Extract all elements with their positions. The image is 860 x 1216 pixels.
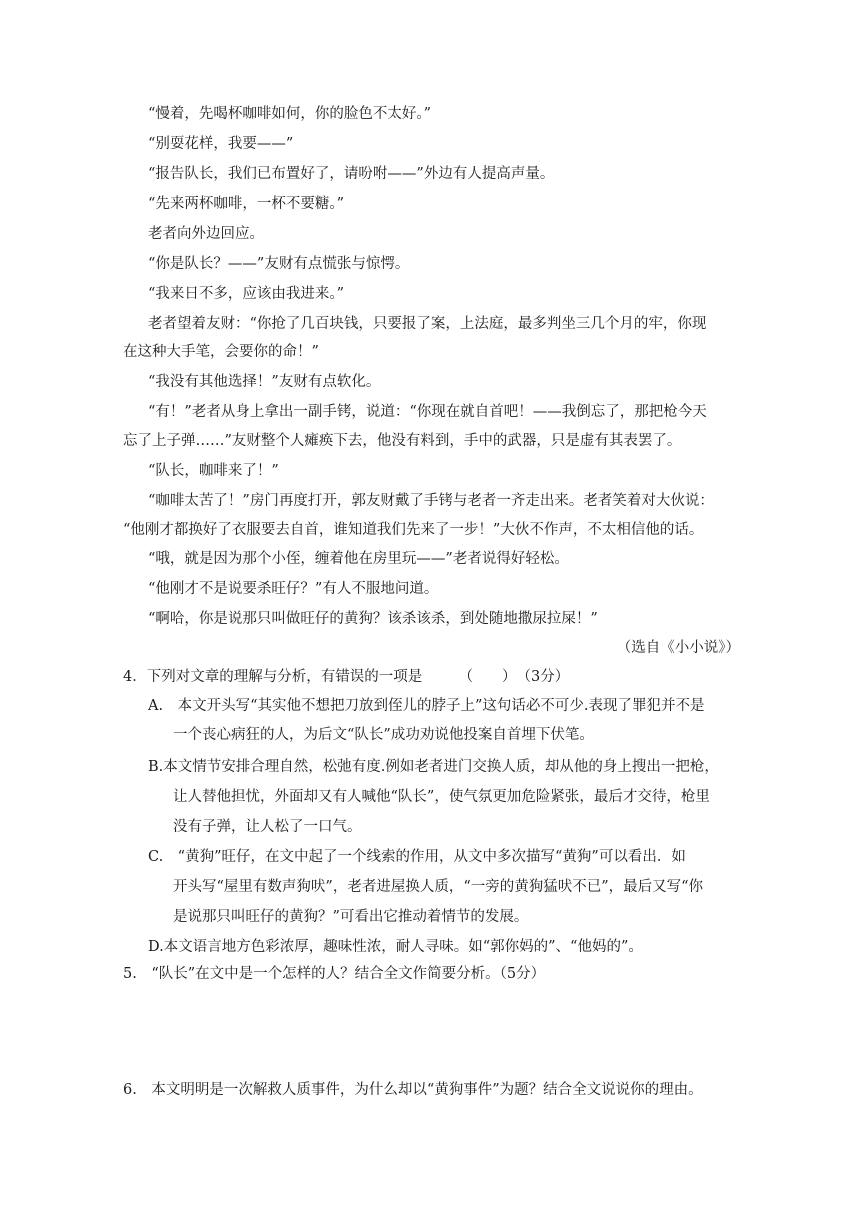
story-line: “队长，咖啡来了！” [148,463,279,479]
story-line: “啊哈，你是说那只叫做旺仔的黄狗？该杀该杀，到处随地撒尿拉屎！” [148,611,598,627]
option-a-continued: 一个丧心病狂的人，为后文“队长”成功劝说他投案自首埋下伏笔。 [173,727,594,743]
question-4: 4．下列对文章的理解与分析，有错误的一项是 （ ） （3分） [123,669,570,685]
story-line: “哦，就是因为那个小侄，缠着他在房里玩——”老者说得好轻松。 [148,551,569,567]
story-line: “我来日不多，应该由我进来。” [148,286,345,302]
story-line: 老者望着友财：“你抢了几百块钱，只要报了案，上法庭，最多判坐三几个月的牢，你现 [148,316,707,332]
story-line: “慢着，先喝杯咖啡如何，你的脸色不太好。” [148,106,432,122]
option-b-continued: 让人替他担忧，外面却又有人喊他“队长”，使气氛更加危险紧张，最后才交待，枪里 [173,789,710,805]
story-line: “你是队长？——”友财有点慌张与惊愕。 [148,256,410,272]
story-line: “他刚才不是说要杀旺仔？”有人不服地问道。 [148,581,439,597]
option-b: B.本文情节安排合理自然，松弛有度.例如老者进门交换人质，却从他的身上搜出一把枪， [148,759,719,775]
option-a: A. 本文开头写“其实他不想把刀放到侄儿的脖子上”这句话必不可少.表现了罪犯并不是 [148,698,705,714]
option-c: C. “黄狗”旺仔，在文中起了一个线索的作用，从文中多次描写“黄狗”可以看出．如 [148,849,686,865]
story-line: “报告队长，我们已布置好了，请吩咐——”外边有人提高声量。 [148,166,555,182]
option-b-continued: 没有子弹，让人松了一口气。 [173,819,362,835]
story-line: “别耍花样，我要——” [148,136,294,152]
story-line: “咖啡太苦了！”房门再度打开，郭友财戴了手铐与老者一齐走出来。老者笑着对大伙说： [148,493,714,509]
option-c-continued: 是说那只叫旺仔的黄狗？”可看出它推动着情节的发展。 [173,909,529,925]
option-d: D.本文语言地方色彩浓厚，趣味性浓，耐人寻味。如“郭你妈的”、“他妈的”。 [148,939,643,955]
option-c-continued: 开头写“屋里有数声狗吠”，老者进屋换人质，“一旁的黄狗猛吠不已”，最后又写“你 [173,879,704,895]
question-6: 6. 本文明明是一次解救人质事件，为什么却以“黄狗事件”为题？结合全文说说你的理由。 [123,1082,703,1098]
story-line: “先来两杯咖啡，一杯不要糖。” [148,196,345,212]
story-line: 忘了上子弹……”友财整个人瘫痪下去，他没有料到，手中的武器，只是虚有其表罢了。 [123,433,682,449]
question-5: 5. “队长”在文中是一个怎样的人？结合全文作简要分析。（5分） [123,966,546,982]
story-line: “他刚才都换好了衣服要去自首，谁知道我们先来了一步！”大伙不作声，不太相信他的话。 [123,522,704,538]
story-line: “有！”老者从身上拿出一副手铐，说道：“你现在就自首吧！——我倒忘了，那把枪今天 [148,404,707,420]
story-line: 老者向外边回应。 [148,226,264,242]
story-line: “我没有其他选择！”友财有点软化。 [148,374,381,390]
story-line: 在这种大手笔，会要你的命！” [123,344,319,360]
story-source: （选自《小小说》） [616,640,740,656]
